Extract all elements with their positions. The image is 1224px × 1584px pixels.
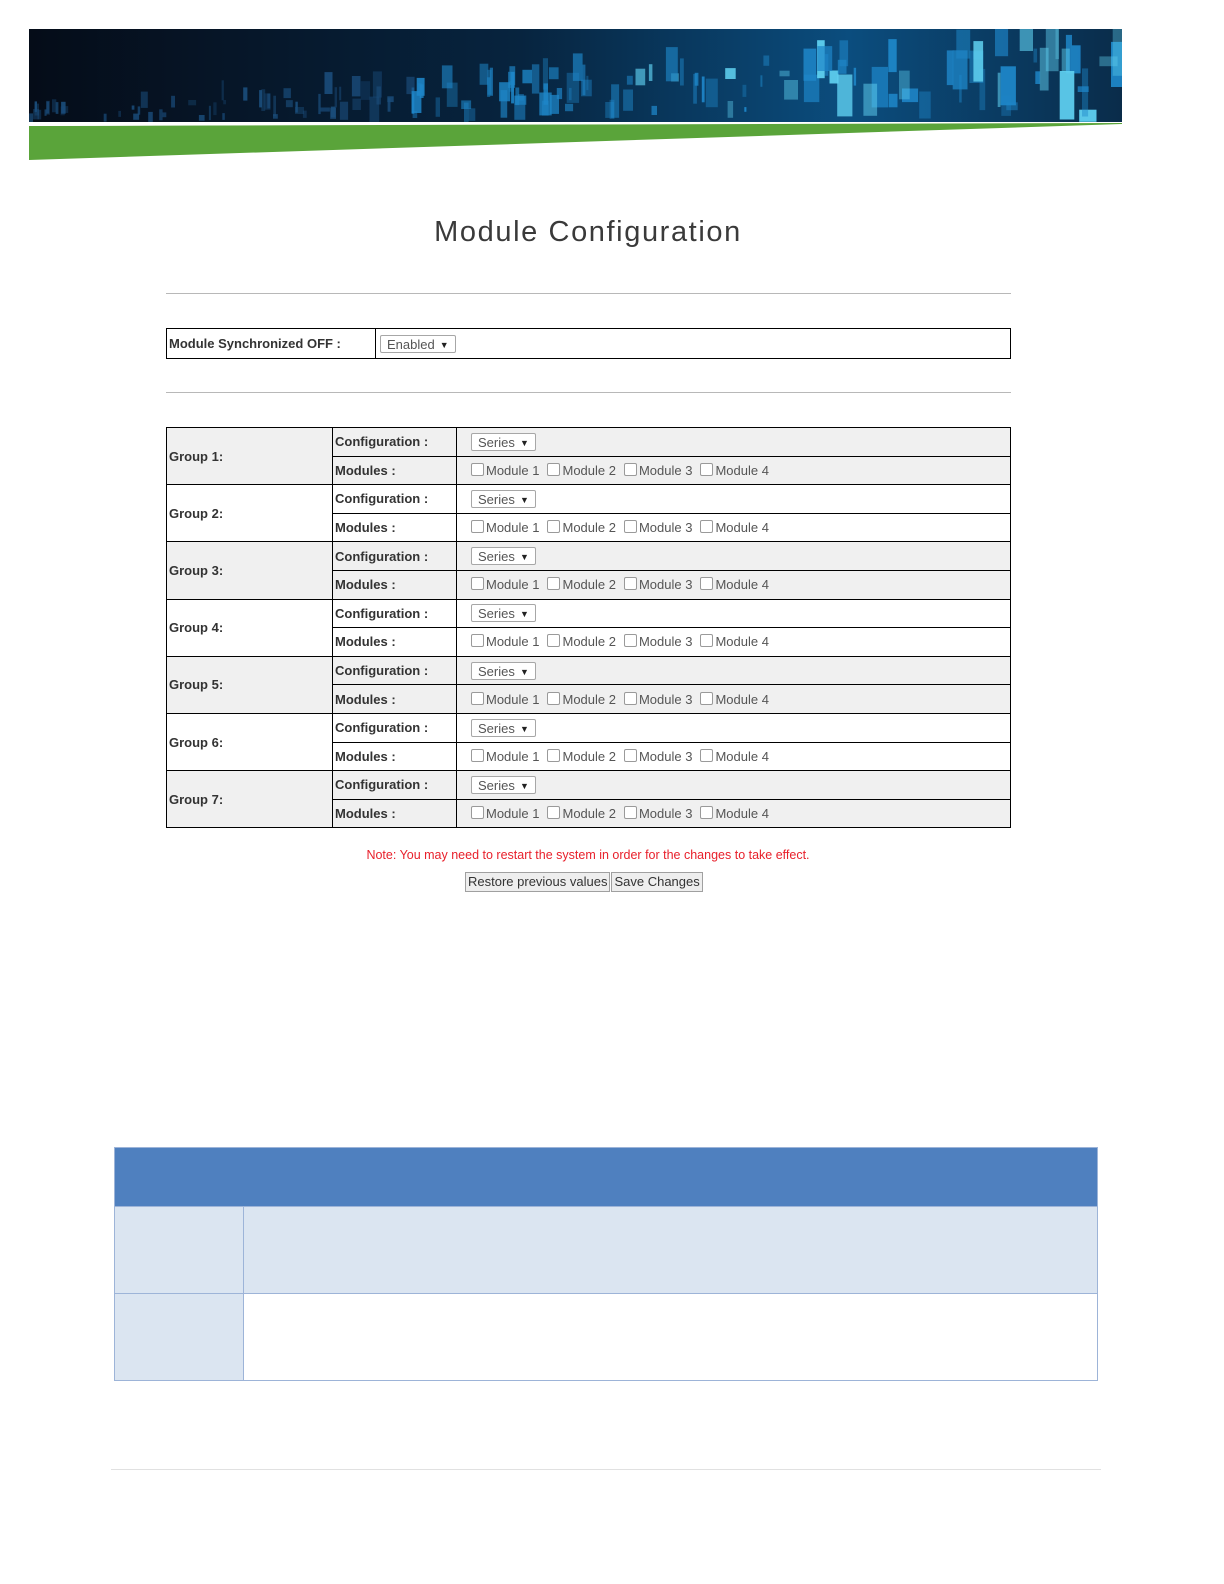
sync-select[interactable] (380, 335, 456, 353)
banner-streak (623, 90, 633, 111)
banner-streak (339, 87, 341, 101)
configuration-select-value: Series (478, 434, 515, 450)
configuration-label: Configuration : (333, 599, 457, 628)
modules-cell (457, 570, 1011, 599)
module-checkbox-label: Module 2 (562, 748, 616, 764)
configuration-select[interactable] (471, 490, 536, 508)
banner-streak (141, 92, 148, 108)
module-checkbox-label: Module 4 (715, 691, 769, 707)
configuration-select-value: Series (478, 491, 515, 507)
banner-streak (973, 41, 983, 82)
action-buttons (465, 872, 704, 892)
banner-streak (222, 113, 225, 120)
module-checkbox[interactable] (624, 634, 637, 647)
banner-streak (509, 66, 515, 85)
banner-streak (35, 104, 39, 116)
banner-streak (1035, 71, 1040, 84)
module-checkbox[interactable] (624, 749, 637, 762)
banner-streak (666, 47, 678, 81)
banner-streak (62, 106, 68, 113)
banner-streak (132, 106, 135, 110)
modules-cell (457, 628, 1011, 657)
module-checkbox[interactable] (547, 463, 560, 476)
banner-streak (953, 50, 968, 89)
banner-streak (636, 69, 646, 86)
module-checkbox-label: Module 2 (562, 691, 616, 707)
module-checkbox[interactable] (700, 692, 713, 705)
module-checkbox-label: Module 1 (486, 462, 540, 478)
configuration-select-value: Series (478, 549, 515, 565)
module-checkbox-label: Module 1 (486, 806, 540, 822)
configuration-select[interactable] (471, 662, 536, 680)
banner-streak (321, 108, 330, 112)
banner-streak (888, 39, 896, 72)
document-table-header (115, 1148, 1098, 1207)
banner-streak (1113, 29, 1122, 76)
group-label: Group 4: (167, 599, 333, 656)
banner-streak (627, 76, 633, 85)
module-checkbox-label: Module 2 (562, 577, 616, 593)
module-checkbox-label: Module 4 (715, 748, 769, 764)
banner-streak (542, 101, 549, 116)
banner-streak (744, 107, 746, 112)
module-checkbox[interactable] (471, 463, 484, 476)
banner-streak (998, 73, 1001, 107)
banner-streak (1034, 49, 1038, 63)
banner-streak (335, 87, 337, 107)
modules-label: Modules : (333, 570, 457, 599)
banner-streak (1001, 95, 1011, 116)
document-table-cell (244, 1207, 1098, 1294)
chevron-down-icon: ▼ (519, 609, 529, 620)
module-checkbox-label: Module 3 (638, 691, 693, 707)
banner-streak (549, 67, 559, 79)
module-checkbox-label: Module 4 (715, 462, 769, 478)
banner-streak (436, 97, 440, 116)
banner-streak (817, 46, 832, 71)
module-checkbox[interactable] (700, 634, 713, 647)
banner-streak (763, 56, 769, 66)
banner-streak (361, 81, 370, 100)
chevron-down-icon: ▼ (519, 437, 529, 448)
banner-streak (340, 102, 348, 120)
banner-streak (295, 107, 304, 114)
chevron-down-icon: ▼ (439, 339, 449, 350)
banner-streak (1056, 29, 1060, 59)
configuration-select-value: Series (478, 720, 515, 736)
sync-value-cell (376, 329, 1011, 359)
banner-streak (352, 99, 361, 110)
module-checkbox[interactable] (471, 634, 484, 647)
banner-streak (1060, 71, 1075, 120)
configuration-select-value: Series (478, 606, 515, 622)
banner-streak (515, 88, 519, 106)
configuration-label: Configuration : (333, 542, 457, 571)
document-table-cell (115, 1294, 244, 1381)
configuration-select-value: Series (478, 777, 515, 793)
banner-streak (804, 49, 817, 81)
configuration-cell (457, 771, 1011, 800)
banner-streak (610, 100, 615, 119)
modules-label: Modules : (333, 628, 457, 657)
chevron-down-icon: ▼ (519, 723, 529, 734)
banner-streak (52, 99, 56, 112)
group-label: Group 1: (167, 428, 333, 485)
banner-streak (706, 79, 718, 108)
group-config-row (167, 428, 1011, 457)
document-table-cell (115, 1207, 244, 1294)
banner-streak (387, 96, 393, 102)
module-checkbox[interactable] (547, 692, 560, 705)
configuration-cell (457, 656, 1011, 685)
module-checkbox-label: Module 3 (638, 634, 693, 650)
configuration-select-value: Series (478, 663, 515, 679)
configuration-label: Configuration : (333, 428, 457, 457)
page-title: Module Configuration (434, 216, 742, 248)
banner-streak (784, 80, 798, 100)
module-checkbox[interactable] (547, 634, 560, 647)
module-checkbox-label: Module 1 (486, 634, 540, 650)
modules-label: Modules : (333, 685, 457, 714)
banner-streak (649, 64, 653, 81)
document-table (114, 1147, 1098, 1381)
module-checkbox[interactable] (624, 692, 637, 705)
banner-streak (522, 70, 532, 84)
banner-streak (118, 111, 121, 117)
banner-streak (1040, 48, 1049, 91)
banner-streak (261, 89, 265, 111)
module-checkbox[interactable] (471, 692, 484, 705)
banner-streak (693, 74, 697, 104)
banner-streak (780, 71, 790, 77)
modules-cell (457, 742, 1011, 771)
banner-streak (830, 71, 839, 84)
banner-streak (223, 100, 226, 104)
module-checkbox[interactable] (700, 463, 713, 476)
banner-streak (138, 106, 141, 114)
banner-streak (1062, 49, 1070, 72)
configuration-cell (457, 428, 1011, 457)
banner-streak (377, 86, 381, 104)
banner-streak (919, 92, 931, 119)
banner-streak (162, 112, 166, 117)
banner-streak (760, 75, 762, 87)
group-label: Group 2: (167, 485, 333, 542)
banner-streak (499, 82, 510, 101)
banner-streak (487, 77, 490, 97)
document-table-cell (244, 1294, 1098, 1381)
configuration-cell (457, 713, 1011, 742)
module-checkbox-label: Module 4 (715, 577, 769, 593)
banner-streak (743, 85, 747, 97)
banner-streak (725, 68, 736, 79)
banner-streak (171, 96, 175, 108)
chevron-down-icon: ▼ (519, 666, 529, 677)
module-checkbox-label: Module 3 (638, 577, 693, 593)
banner-streak (532, 64, 539, 93)
module-checkbox[interactable] (700, 749, 713, 762)
banner-streak (863, 84, 877, 116)
banner-streak (837, 75, 852, 117)
banner-streak (213, 102, 216, 115)
module-checkbox-label: Module 2 (562, 806, 616, 822)
module-checkbox[interactable] (624, 577, 637, 590)
modules-cell (457, 513, 1011, 542)
banner-streak (728, 101, 734, 118)
group-config-row (167, 656, 1011, 685)
module-checkbox[interactable] (624, 806, 637, 819)
banner-streak (199, 115, 205, 121)
modules-label: Modules : (333, 742, 457, 771)
banner-streak (273, 96, 276, 117)
module-checkbox-label: Module 2 (562, 462, 616, 478)
banner-streak (899, 71, 910, 100)
restart-note: Note: You may need to restart the system in order for the changes to take effect. (366, 848, 810, 862)
banner-streak (543, 58, 548, 89)
chevron-down-icon: ▼ (519, 552, 529, 563)
banner-streak (464, 103, 469, 122)
banner-streak (104, 114, 107, 122)
chevron-down-icon: ▼ (519, 494, 529, 505)
banner-streak (947, 50, 954, 85)
module-checkbox[interactable] (624, 520, 637, 533)
module-checkbox-label: Module 3 (638, 806, 693, 822)
banner-streak (838, 60, 847, 74)
modules-label: Modules : (333, 513, 457, 542)
configuration-cell (457, 599, 1011, 628)
configuration-select[interactable] (471, 719, 536, 737)
configuration-select[interactable] (471, 547, 536, 565)
save-button[interactable]: Save Changes (611, 872, 702, 892)
banner-streak (586, 76, 588, 90)
banner-streak (29, 113, 33, 122)
module-checkbox-label: Module 4 (715, 806, 769, 822)
module-checkbox[interactable] (700, 806, 713, 819)
group-config-row (167, 771, 1011, 800)
banner-streak (680, 58, 684, 85)
module-checkbox[interactable] (471, 749, 484, 762)
module-checkbox-label: Module 2 (562, 520, 616, 536)
module-checkbox-label: Module 1 (486, 748, 540, 764)
restore-button[interactable]: Restore previous values (465, 872, 610, 892)
configuration-select[interactable] (471, 433, 536, 451)
banner-streak (243, 87, 247, 100)
module-checkbox-label: Module 2 (562, 634, 616, 650)
sync-settings-table (166, 328, 1011, 359)
banner-streak (652, 106, 658, 115)
sync-label: Module Synchronized OFF : (167, 329, 376, 359)
banner-streak (565, 104, 573, 111)
banner-streak (267, 94, 270, 109)
configuration-cell (457, 485, 1011, 514)
banner-streak (188, 100, 196, 105)
banner-streak (412, 91, 422, 113)
banner-streak (330, 108, 336, 119)
banner-streak (1072, 45, 1081, 73)
group-config-row (167, 599, 1011, 628)
module-checkbox[interactable] (547, 520, 560, 533)
module-checkbox[interactable] (700, 577, 713, 590)
header-banner (29, 29, 1122, 122)
modules-cell (457, 799, 1011, 828)
modules-cell (457, 456, 1011, 485)
module-checkbox[interactable] (547, 577, 560, 590)
group-config-row (167, 542, 1011, 571)
module-checkbox[interactable] (471, 520, 484, 533)
group-config-row (167, 485, 1011, 514)
group-label: Group 7: (167, 771, 333, 828)
banner-streak (442, 65, 453, 88)
banner-green-stripe (29, 122, 1122, 162)
configuration-label: Configuration : (333, 485, 457, 514)
banner-streak (995, 29, 1008, 56)
banner-streak (550, 95, 559, 114)
modules-cell (457, 685, 1011, 714)
banner-streak (480, 64, 489, 85)
group-config-table (166, 427, 1011, 828)
module-checkbox[interactable] (547, 806, 560, 819)
configuration-label: Configuration : (333, 656, 457, 685)
configuration-select[interactable] (471, 604, 536, 622)
banner-streak (1020, 29, 1033, 51)
divider-top (166, 293, 1011, 294)
module-checkbox-label: Module 3 (638, 462, 693, 478)
module-checkbox-label: Module 1 (486, 520, 540, 536)
banner-streak (567, 73, 579, 103)
banner-streak (1082, 68, 1088, 116)
module-checkbox-label: Module 3 (638, 520, 693, 536)
configuration-label: Configuration : (333, 713, 457, 742)
banner-streak (854, 68, 856, 86)
banner-streak (148, 112, 153, 122)
module-checkbox-label: Module 4 (715, 520, 769, 536)
chevron-down-icon: ▼ (519, 780, 529, 791)
banner-streak (889, 94, 898, 108)
banner-streak (468, 108, 475, 121)
group-config-row (167, 713, 1011, 742)
sync-select-value: Enabled (387, 336, 435, 352)
banner-streak (325, 72, 333, 94)
module-checkbox[interactable] (547, 749, 560, 762)
module-checkbox-label: Module 1 (486, 577, 540, 593)
banner-streak (352, 76, 361, 96)
modules-label: Modules : (333, 799, 457, 828)
configuration-cell (457, 542, 1011, 571)
group-label: Group 3: (167, 542, 333, 599)
module-checkbox-label: Module 4 (715, 634, 769, 650)
module-checkbox-label: Module 3 (638, 748, 693, 764)
banner-streak (46, 101, 49, 113)
banner-streak (159, 109, 162, 120)
banner-streak (318, 94, 320, 114)
group-label: Group 6: (167, 713, 333, 770)
modules-label: Modules : (333, 456, 457, 485)
configuration-select[interactable] (471, 776, 536, 794)
configuration-label: Configuration : (333, 771, 457, 800)
module-checkbox[interactable] (471, 577, 484, 590)
module-checkbox[interactable] (471, 806, 484, 819)
banner-graphic (29, 29, 1122, 122)
divider-middle (166, 392, 1011, 393)
banner-streak (133, 114, 139, 120)
module-checkbox-label: Module 1 (486, 691, 540, 707)
banner-streak (209, 106, 211, 120)
footer-divider (111, 1469, 1101, 1470)
banner-streak (286, 100, 293, 107)
module-checkbox[interactable] (700, 520, 713, 533)
module-checkbox[interactable] (624, 463, 637, 476)
banner-streak (702, 77, 705, 103)
group-label: Group 5: (167, 656, 333, 713)
banner-streak (284, 88, 291, 98)
banner-streak (222, 80, 224, 100)
